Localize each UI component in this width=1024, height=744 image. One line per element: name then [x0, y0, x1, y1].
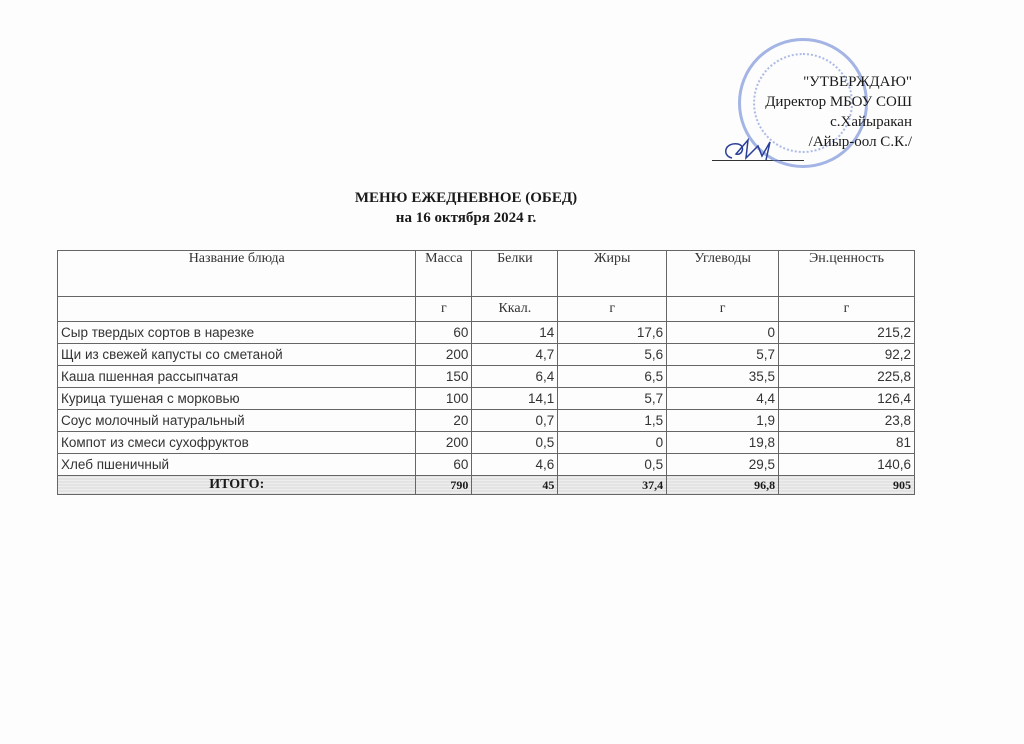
header-row-cell: Название блюда	[58, 251, 416, 297]
table-row-cell: 4,4	[667, 388, 779, 410]
table-row-cell: 23,8	[779, 410, 915, 432]
table-row-cell: 14,1	[472, 388, 558, 410]
table-row-cell: 20	[416, 410, 472, 432]
units-row-cell: г	[667, 297, 779, 322]
table-row-cell: 35,5	[667, 366, 779, 388]
table-row-cell: 200	[416, 344, 472, 366]
table-row-cell: 6,4	[472, 366, 558, 388]
table-row-cell: Каша пшенная рассыпчатая	[58, 366, 416, 388]
approval-heading: "УТВЕРЖДАЮ"	[803, 74, 912, 90]
total-row-cell: 45	[472, 476, 558, 495]
total-row-cell: 96,8	[667, 476, 779, 495]
table-row-cell: 29,5	[667, 454, 779, 476]
table-row-cell: 0,5	[472, 432, 558, 454]
table-row-cell: 0	[558, 432, 667, 454]
table-row-cell: 60	[416, 322, 472, 344]
table-row-cell: 5,7	[558, 388, 667, 410]
approval-position: Директор МБОУ СОШ	[765, 94, 912, 110]
total-row-cell: 37,4	[558, 476, 667, 495]
table-row	[58, 454, 915, 476]
units-row-cell: Ккал.	[472, 297, 558, 322]
document-title: МЕНЮ ЕЖЕДНЕВНОЕ (ОБЕД)	[354, 190, 578, 206]
table-row-cell: 17,6	[558, 322, 667, 344]
table-row-cell: 60	[416, 454, 472, 476]
table-row	[58, 410, 915, 432]
table-row-cell: 4,7	[472, 344, 558, 366]
approval-village: с.Хайыракан	[830, 114, 912, 130]
table-row-cell: Курица тушеная с морковью	[58, 388, 416, 410]
table-row-cell: 5,6	[558, 344, 667, 366]
table-row-cell: 225,8	[779, 366, 915, 388]
table-row-cell: 100	[416, 388, 472, 410]
units-row-cell	[58, 297, 416, 322]
table-row-cell: 6,5	[558, 366, 667, 388]
table-row	[58, 344, 915, 366]
table-row-cell: 1,9	[667, 410, 779, 432]
table-row-cell: 200	[416, 432, 472, 454]
document-date: на 16 октября 2024 г.	[395, 210, 537, 226]
menu-table	[57, 250, 915, 495]
total-row-cell: ИТОГО:	[58, 476, 416, 495]
table-row-cell: 14	[472, 322, 558, 344]
table-row	[58, 366, 915, 388]
table-row-cell: 92,2	[779, 344, 915, 366]
table-row-cell: 0	[667, 322, 779, 344]
table-row-cell: 150	[416, 366, 472, 388]
table-row-cell: Сыр твердых сортов в нарезке	[58, 322, 416, 344]
table-row-cell: 126,4	[779, 388, 915, 410]
table-row-cell: 0,7	[472, 410, 558, 432]
table-row-cell: Хлеб пшеничный	[58, 454, 416, 476]
total-row	[58, 476, 915, 495]
units-row-cell: г	[779, 297, 915, 322]
total-row-cell: 905	[779, 476, 915, 495]
signature	[712, 136, 802, 162]
header-row-cell: Углеводы	[667, 251, 779, 297]
table-row-cell: 19,8	[667, 432, 779, 454]
table-row	[58, 388, 915, 410]
table-row-cell: 0,5	[558, 454, 667, 476]
table-row	[58, 322, 915, 344]
table-row-cell: 215,2	[779, 322, 915, 344]
header-row-cell: Масса	[416, 251, 472, 297]
units-row-cell: г	[558, 297, 667, 322]
header-row	[58, 251, 915, 297]
table-row-cell: Щи из свежей капусты со сметаной	[58, 344, 416, 366]
table-row-cell: 140,6	[779, 454, 915, 476]
table-row-cell: 4,6	[472, 454, 558, 476]
table-row	[58, 432, 915, 454]
units-row	[58, 297, 915, 322]
table-row-cell: Компот из смеси сухофруктов	[58, 432, 416, 454]
table-row-cell: 5,7	[667, 344, 779, 366]
table-row-cell: 1,5	[558, 410, 667, 432]
table-row-cell: Соус молочный натуральный	[58, 410, 416, 432]
units-row-cell: г	[416, 297, 472, 322]
header-row-cell: Жиры	[558, 251, 667, 297]
table-row-cell: 81	[779, 432, 915, 454]
header-row-cell: Эн.ценность	[779, 251, 915, 297]
total-row-cell: 790	[416, 476, 472, 495]
header-row-cell: Белки	[472, 251, 558, 297]
approval-name: /Айыр-оол С.К./	[808, 134, 912, 150]
